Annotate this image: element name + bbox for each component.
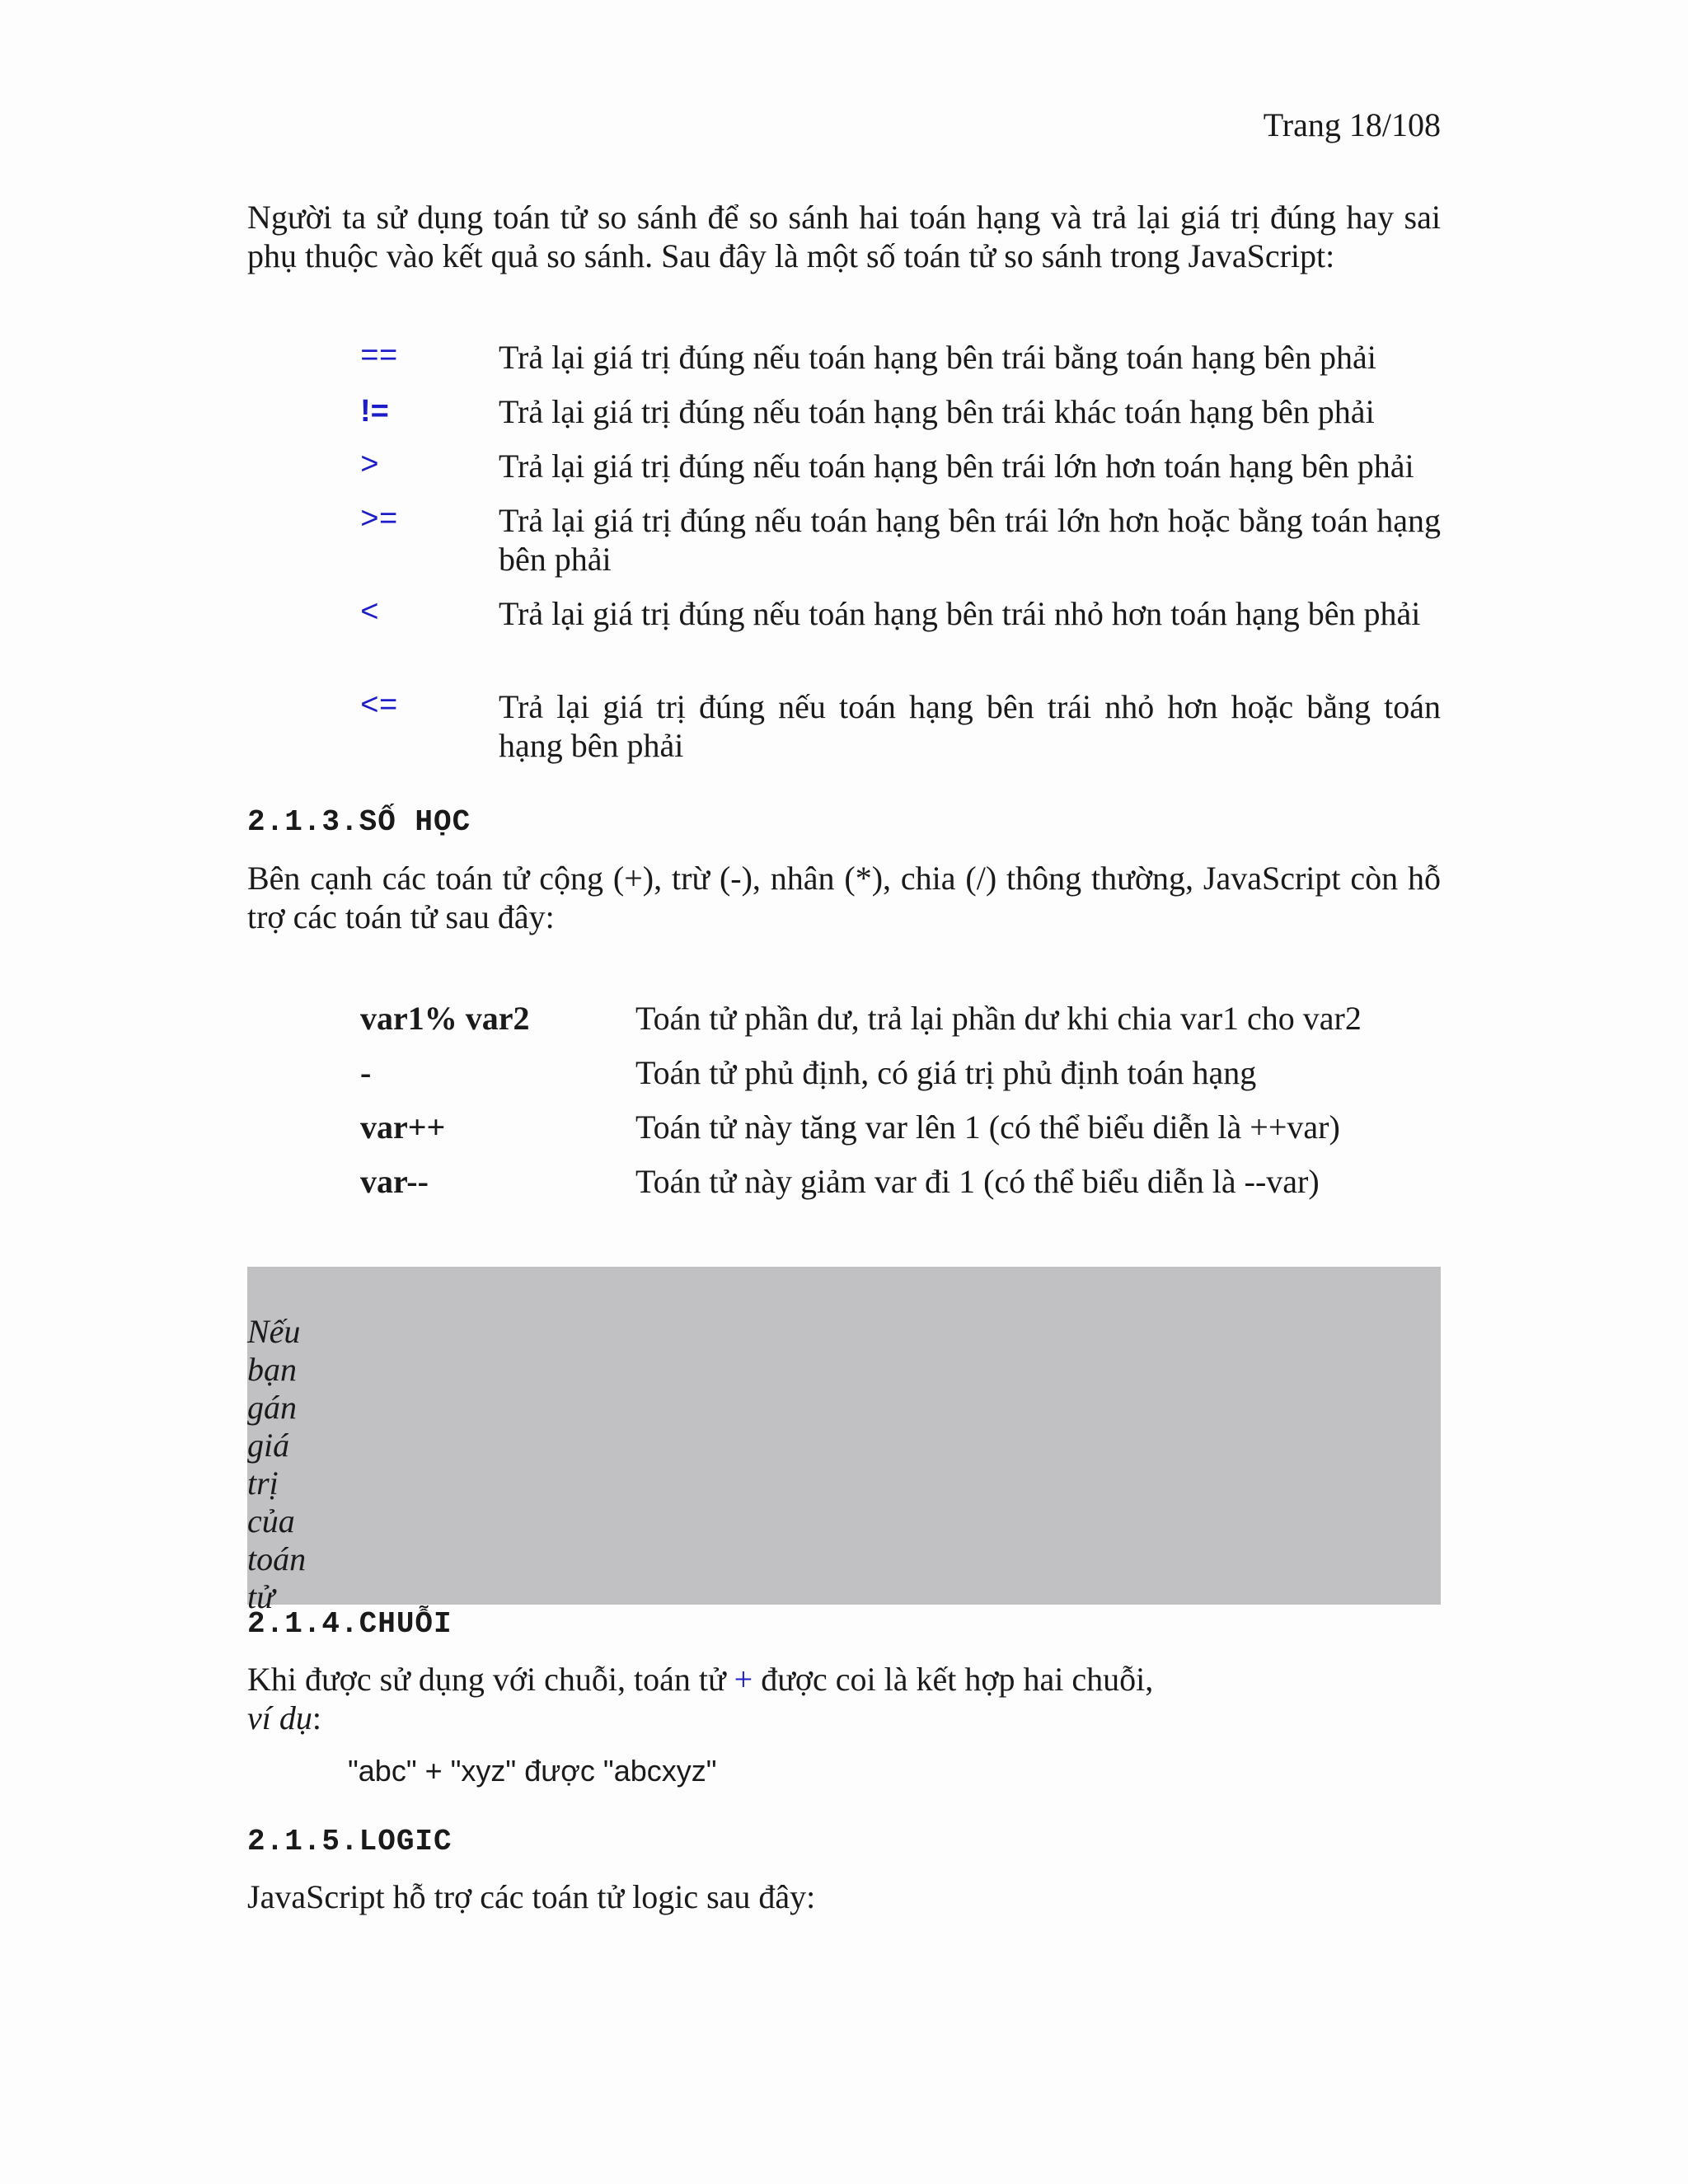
operator-symbol: !=	[360, 394, 389, 429]
operator-description: Toán tử phủ định, có giá trị phủ định toán hạng	[635, 1054, 1257, 1091]
operator-row	[360, 999, 1362, 1038]
operator-symbol: <	[360, 596, 379, 631]
plus-operator: +	[734, 1661, 753, 1698]
arithmetic-intro	[247, 859, 1441, 936]
string-text-after: được coi là kết hợp hai chuỗi,	[753, 1661, 1154, 1698]
operator-description: Trả lại giá trị đúng nếu toán hạng bên trái lớn hơn toán hạng bên phải	[499, 448, 1414, 485]
operator-symbol: <=	[360, 689, 398, 724]
operator-row	[360, 392, 1441, 431]
example-colon: :	[312, 1699, 321, 1736]
operator-row	[360, 501, 1441, 579]
string-text-before: Khi được sử dụng với chuỗi, toán tử	[247, 1661, 734, 1698]
operator-symbol: -	[360, 1054, 372, 1091]
operator-symbol: var++	[360, 1108, 446, 1146]
operator-row	[360, 1162, 1320, 1201]
section-heading-arithmetic: 2.1.3.SỐ HỌC	[247, 805, 471, 839]
arithmetic-intro-text: Bên cạnh các toán tử cộng (+), trừ (-), nhân (*), chia (/) thông thường, JavaScript còn hỗ trợ các toán tử sau đây:	[247, 860, 1441, 935]
note-text: Nếu bạn gán giá trị của toán tử	[247, 1313, 307, 1615]
note-box	[247, 1267, 1441, 1605]
string-example-code: "abc" + "xyz" được "abcxyz"	[348, 1754, 717, 1788]
operator-row	[360, 1108, 1340, 1146]
operator-row	[360, 687, 1441, 765]
operator-description: Toán tử này tăng var lên 1 (có thể biểu diễn là ++var)	[635, 1108, 1340, 1146]
operator-symbol: >=	[360, 503, 398, 538]
operator-symbol: var1% var2	[360, 1000, 530, 1037]
section-heading-string: 2.1.4.CHUỖI	[247, 1607, 452, 1641]
operator-description: Toán tử này giảm var đi 1 (có thể biểu diễn là --var)	[635, 1163, 1320, 1200]
operator-row	[360, 594, 1441, 633]
logic-intro	[247, 1877, 1441, 1916]
operator-symbol: >	[360, 448, 379, 484]
string-description-text	[247, 1660, 1441, 1699]
operator-symbol: var--	[360, 1163, 429, 1200]
comparison-intro	[247, 198, 1441, 275]
operator-row	[360, 338, 1441, 377]
section-heading-logic: 2.1.5.LOGIC	[247, 1825, 452, 1858]
page-number: Trang 18/108	[1263, 106, 1441, 143]
string-description	[247, 1660, 1441, 1737]
operator-symbol: ==	[360, 340, 398, 375]
operator-description: Trả lại giá trị đúng nếu toán hạng bên trái lớn hơn hoặc bằng toán hạng bên phải	[499, 502, 1441, 578]
operator-description: Trả lại giá trị đúng nếu toán hạng bên trái bằng toán hạng bên phải	[499, 339, 1376, 376]
operator-description: Trả lại giá trị đúng nếu toán hạng bên trái khác toán hạng bên phải	[499, 393, 1375, 430]
logic-intro-text: JavaScript hỗ trợ các toán tử logic sau đây:	[247, 1878, 816, 1915]
operator-row	[360, 447, 1441, 485]
operator-description: Trả lại giá trị đúng nếu toán hạng bên trái nhỏ hơn toán hạng bên phải	[499, 595, 1421, 632]
comparison-intro-text: Người ta sử dụng toán tử so sánh để so sánh hai toán hạng và trả lại giá trị đúng hay sai phụ thuộc vào kết quả so sánh. Sau đây là một số toán tử so sánh trong JavaScript:	[247, 199, 1441, 274]
operator-row	[360, 1053, 1256, 1092]
operator-description: Toán tử phần dư, trả lại phần dư khi chia var1 cho var2	[635, 1000, 1362, 1037]
example-label-line	[247, 1699, 1441, 1737]
operator-description: Trả lại giá trị đúng nếu toán hạng bên trái nhỏ hơn hoặc bằng toán hạng bên phải	[499, 688, 1441, 764]
example-label: ví dụ	[247, 1699, 312, 1736]
